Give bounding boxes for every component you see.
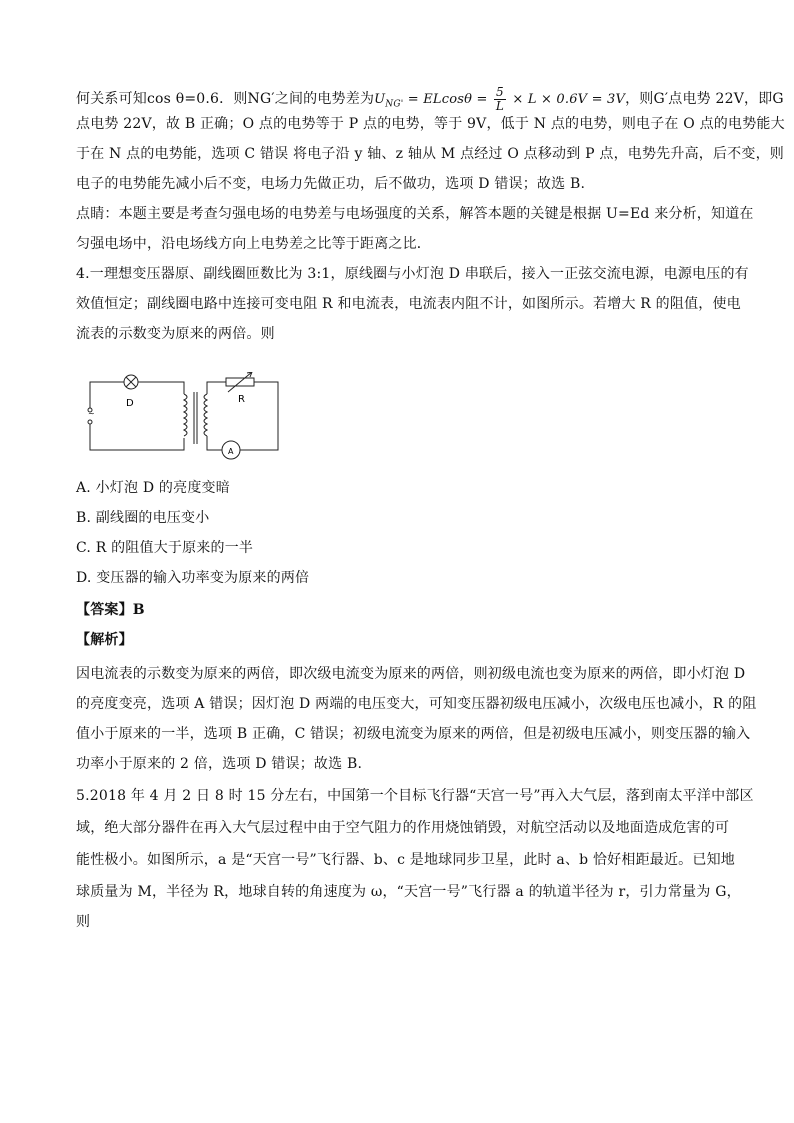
formula-part: = ELcosθ = [403,92,492,107]
analysis-line-4: 功率小于原来的 2 倍，选项 D 错误；故选 B. [76,756,363,772]
wire [90,424,184,450]
ac-symbol-icon: ~ [88,409,95,418]
option-c: C. R 的阻值大于原来的一半 [76,540,254,556]
text-span: ，则G′点电势 22V，即G [625,91,784,107]
analysis-line-1: 因电流表的示数变为原来的两倍，即次级电流变为原来的两倍，则初级电流也变为原来的两倍，即小灯泡 D [76,666,746,682]
question-4-line-2: 效值恒定；副线圈电路中连接可变电阻 R 和电流表，电流表内阻不计，如图所示。若增大 R 的阻值，使电 [76,296,741,312]
question-5-line-4: 球质量为 M，半径为 R，地球自转的角速度为 ω，“天宫一号”飞行器 a 的轨道半径为 r，引力常量为 G， [76,884,741,900]
text-line-2: 点电势 22V，故 B 正确；O 点的电势等于 P 点的电势，等于 9V，低于 N 点的电势，则电子在 O 点的电势能大 [76,116,785,132]
lamp-label: D [126,398,134,409]
text-line-6: 匀强电场中，沿电场线方向上电势差之比等于距离之比． [76,236,431,252]
question-5-line-5: 则 [76,914,91,930]
transformer-circuit-diagram [76,372,286,466]
formula [374,85,626,113]
option-b: B. 副线圈的电压变小 [76,510,210,526]
formula-symbol: U [374,92,386,107]
analysis-line-3: 值小于原来的一半，选项 B 正确，C 错误；初级电流变为原来的两倍，但是初级电压减小，则变压器的输入 [76,726,751,742]
text-span: 何关系可知cos θ=0.6．则NG′之间的电势差为 [76,91,375,107]
fraction-denominator: L [495,99,505,113]
analysis-label: 【解析】 [76,632,133,648]
source-terminal-icon [88,420,92,424]
wire [90,382,124,408]
question-4-line-1: 4.一理想变压器原、副线圈匝数比为 3:1，原线圈与小灯泡 D 串联后，接入一正弦交流电源，电源电压的有 [76,266,749,282]
text-line-5: 点睛：本题主要是考查匀强电场的电势差与电场强度的关系，解答本题的关键是根据 U=Ed 来分析，知道在 [76,206,754,222]
secondary-coil-icon [204,394,207,436]
text-line-4: 电子的电势能先减小后不变，电场力先做正功，后不做功，选项 D 错误；故选 B. [76,176,586,192]
formula-subscript: NG' [385,99,404,110]
text-line-1 [76,85,784,115]
wire [207,382,226,394]
resistor-label: R [238,394,245,405]
fraction [494,86,506,113]
option-a: A. 小灯泡 D 的亮度变暗 [76,480,230,496]
text-line-3: 于在 N 点的电势能，选项 C 错误 将电子沿 y 轴、z 轴从 M 点经过 O 点移动到 P 点，电势先升高，后不变，则 [76,146,784,162]
formula-part: × L × 0.6V = 3V [508,92,626,107]
question-4-line-3: 流表的示数变为原来的两倍。则 [76,326,275,342]
ammeter-label: A [228,447,234,456]
answer-label: 【答案】B [76,602,145,618]
wire [207,436,222,450]
wire [240,382,278,450]
analysis-line-2: 的亮度变亮，选项 A 错误；因灯泡 D 两端的电压变大，可知变压器初级电压减小，次级电压也减小，R 的阻 [76,696,757,712]
fraction-numerator: 5 [494,86,506,100]
wire [138,382,184,394]
question-5-line-3: 能性极小。如图所示，a 是“天宫一号”飞行器、b、c 是地球同步卫星，此时 a、b 恰好相距最近。已知地 [76,852,735,868]
option-d: D. 变压器的输入功率变为原来的两倍 [76,570,310,586]
question-5-line-1: 5.2018 年 4 月 2 日 8 时 15 分左右，中国第一个目标飞行器“天宫一号”再入大气层，落到南太平洋中部区 [76,788,754,804]
question-5-line-2: 域，绝大部分器件在再入大气层过程中由于空气阻力的作用烧蚀销毁，对航空活动以及地面造成危害的可 [76,820,730,836]
primary-coil-icon [184,394,187,436]
